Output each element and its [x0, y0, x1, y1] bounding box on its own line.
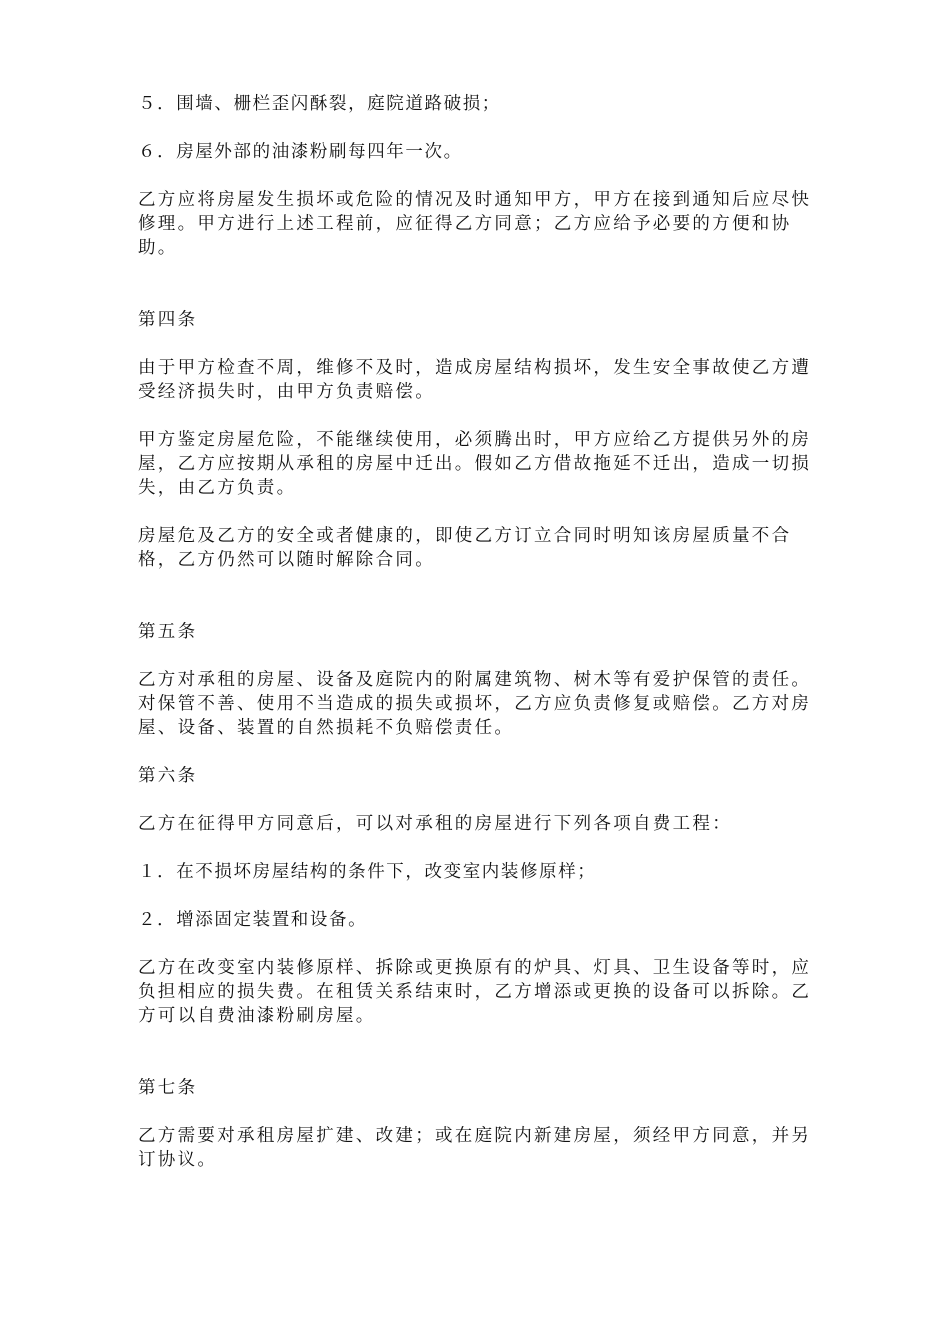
document-page — [138, 92, 818, 1172]
list-item-5: ５．围墙、栅栏歪闪酥裂，庭院道路破损； — [138, 94, 501, 114]
list-item-6: ６．房屋外部的油漆粉刷每四年一次。 — [138, 142, 463, 162]
article-heading-7: 第七条 — [138, 1078, 198, 1098]
list-item-1: １．在不损坏房屋结构的条件下，改变室内装修原样； — [138, 862, 597, 882]
paragraph-renovation-costs: 乙方在改变室内装修原样、拆除或更换原有的炉具、灯具、卫生设备等时，应负担相应的损失费。在租赁关系结束时，乙方增添或更换的设备可以拆除。乙方可以自费油漆粉刷房屋。 — [138, 958, 812, 1026]
paragraph-custody-duty: 乙方对承租的房屋、设备及庭院内的附属建筑物、树木等有爱护保管的责任。对保管不善、使用不当造成的损失或损坏，乙方应负责修复或赔偿。乙方对房屋、设备、装置的自然损耗不负赔偿责任。 — [138, 670, 812, 738]
article-heading-4: 第四条 — [138, 310, 198, 330]
paragraph-self-funded-works: 乙方在征得甲方同意后，可以对承租的房屋进行下列各项自费工程： — [138, 814, 732, 834]
paragraph-extension: 乙方需要对承租房屋扩建、改建；或在庭院内新建房屋，须经甲方同意，并另订协议。 — [138, 1126, 812, 1170]
paragraph-compensation: 由于甲方检查不周，维修不及时，造成房屋结构损坏，发生安全事故使乙方遭受经济损失时，由甲方负责赔偿。 — [138, 358, 812, 402]
paragraph-safety-termination: 房屋危及乙方的安全或者健康的，即使乙方订立合同时明知该房屋质量不合格，乙方仍然可以随时解除合同。 — [138, 526, 792, 570]
list-item-2: ２．增添固定装置和设备。 — [138, 910, 368, 930]
paragraph-dangerous-house: 甲方鉴定房屋危险，不能继续使用，必须腾出时，甲方应给乙方提供另外的房屋，乙方应按期从承租的房屋中迁出。假如乙方借故拖延不迁出，造成一切损失，由乙方负责。 — [138, 430, 812, 498]
article-heading-6: 第六条 — [138, 766, 198, 786]
paragraph-repair-notice: 乙方应将房屋发生损坏或危险的情况及时通知甲方，甲方在接到通知后应尽快修理。甲方进行上述工程前，应征得乙方同意；乙方应给予必要的方便和协助。 — [138, 190, 812, 258]
article-heading-5: 第五条 — [138, 622, 198, 642]
